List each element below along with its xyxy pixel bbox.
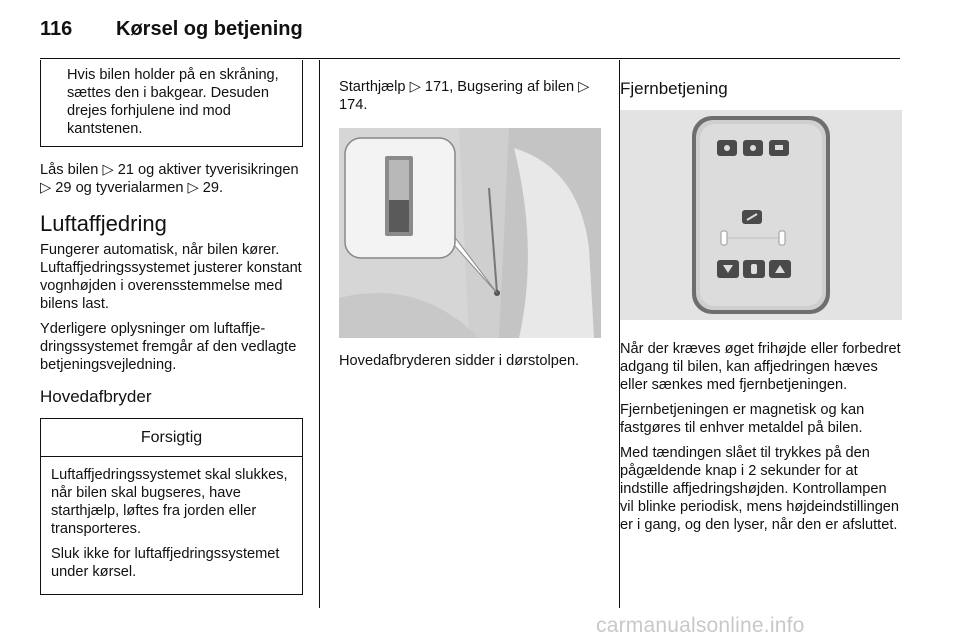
header-rule (40, 58, 900, 59)
watermark: carmanualsonline.info (596, 614, 805, 637)
column-right (620, 78, 902, 541)
remote-control-icon (620, 110, 902, 320)
remote-paragraph-3: Med tændingen slået til trykkes på den pågældende knap i 2 sekunder for at indstille affjedringshøjden. Kontrollampen vil blinke periodisk, mens højdeindstillingen er i gang, og den lyser, når den er afsluttet. (620, 445, 900, 533)
page-number: 116 (40, 18, 73, 40)
reference-paragraph: Starthjælp ▷ 171, Bugsering af bilen ▷ 174. (339, 79, 590, 113)
photo-caption: Hovedafbryderen sidder i dørstolpen. (339, 353, 580, 369)
column-left (40, 60, 303, 595)
note-box (40, 60, 303, 147)
section-heading-luftaffjedring: Luftaffjedring (40, 211, 167, 236)
lock-paragraph: Lås bilen ▷ 21 og aktiver tyverisikringen ▷ 29 og tyverialarmen ▷ 29. (40, 162, 299, 196)
door-pillar-illustration (339, 128, 601, 338)
paragraph-automatic: Fungerer automatisk, når bilen kører. Luftaffjedringssystemet justerer konstant vognhøjden i overensstemmelse med bilens last. (40, 242, 302, 312)
warning-title: Forsigtig (41, 419, 302, 457)
note-text: Hvis bilen holder på en skråning, sættes den i bakgear. Desuden drejes forhjulene ind mod kantstenen. (67, 67, 279, 137)
column-divider-left (319, 60, 320, 608)
remote-paragraph-2: Fjernbetjeningen er magnetisk og kan fastgøres til enhver metaldel på bilen. (620, 402, 865, 436)
page-header (40, 18, 303, 41)
main-switch-photo (339, 128, 601, 338)
section-heading-fjernbetjening: Fjernbetjening (620, 79, 728, 98)
subheading-hovedafbryder: Hovedafbryder (40, 387, 152, 406)
warning-body (41, 457, 302, 594)
paragraph-more-info: Yderligere oplysninger om luftaffjedringssystemet fremgår af den vedlagte betjeningsvejledning. (40, 321, 297, 373)
remote-control-illustration (620, 110, 902, 320)
remote-paragraph-1: Når der kræves øget frihøjde eller forbedret adgang til bilen, kan affjedringen hæves eller sænkes med fjernbetjeningen. (620, 341, 901, 393)
column-middle (339, 78, 601, 377)
page-title: Kørsel og betjening (116, 18, 303, 40)
warning-paragraph-1: Luftaffjedringssystemet skal slukkes, når bilen skal bugseres, have starthjælp, løftes fra jorden eller transporteres. (51, 467, 288, 537)
warning-box (40, 418, 303, 595)
warning-paragraph-2: Sluk ikke for luftaffjedringssystemet under kørsel. (51, 546, 280, 580)
